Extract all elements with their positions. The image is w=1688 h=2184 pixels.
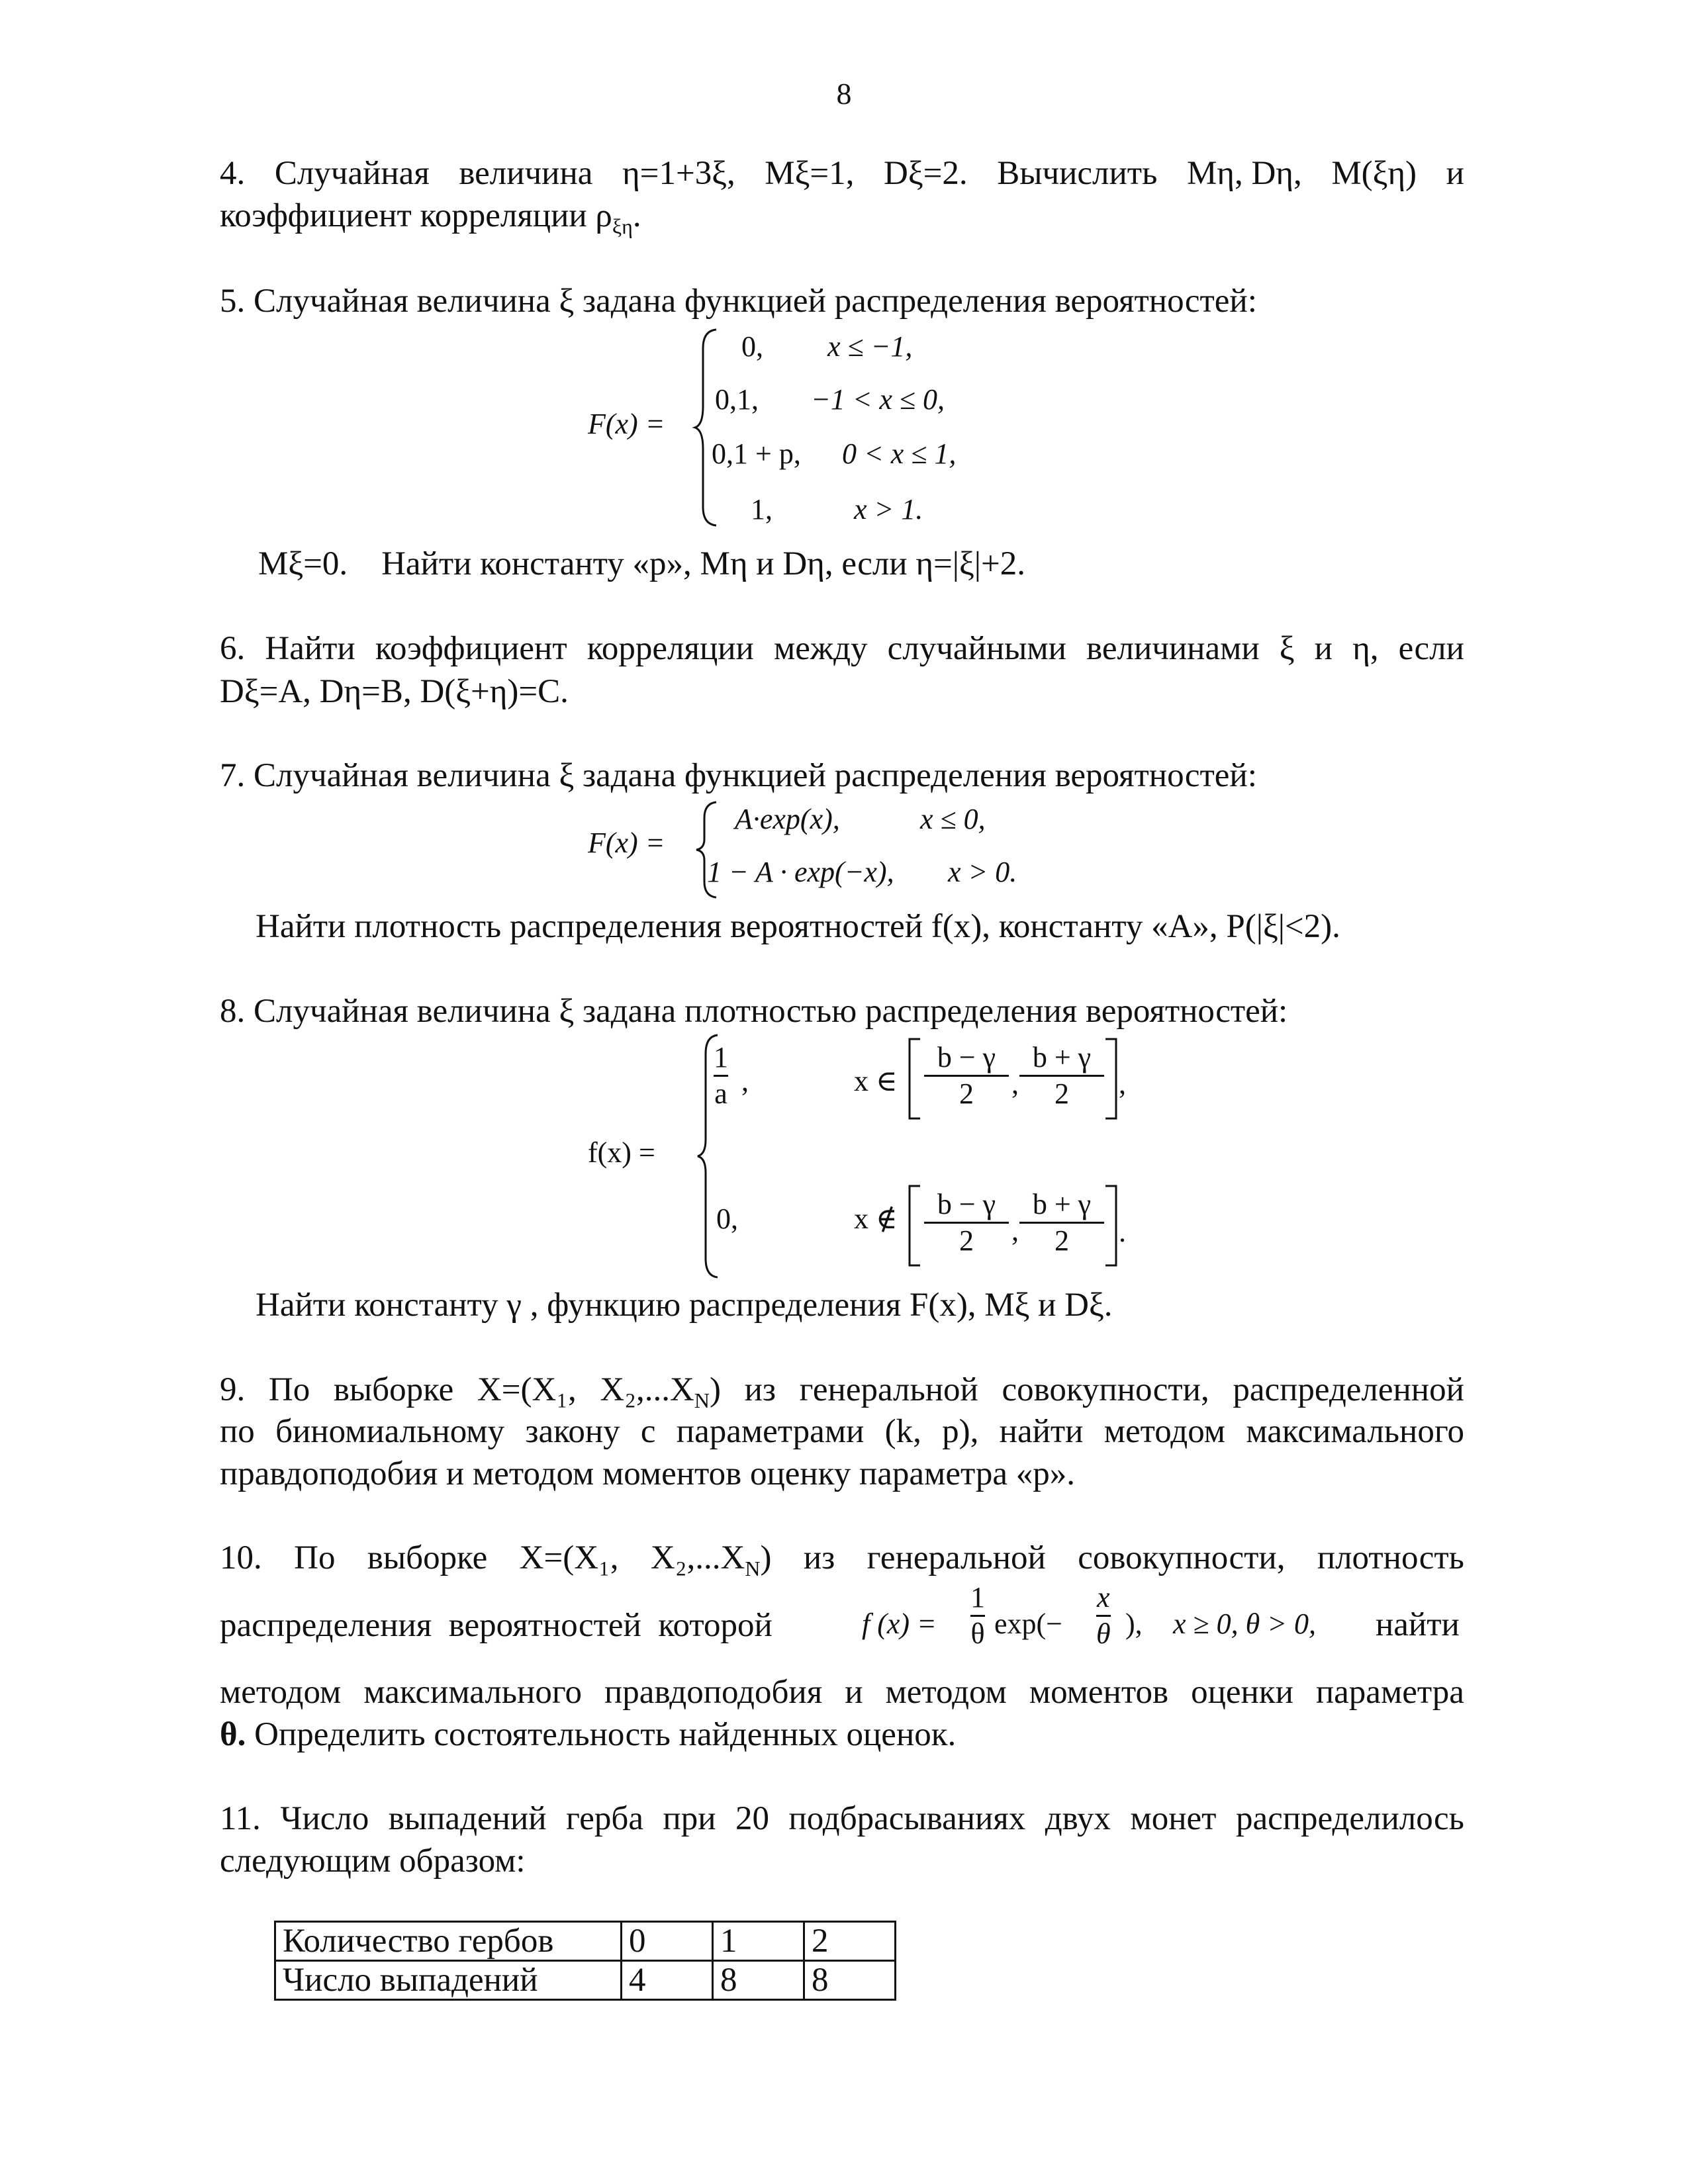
- table-cell: Количество гербов: [275, 1922, 622, 1961]
- word: моментов: [1029, 1674, 1169, 1711]
- word: монет: [1130, 1800, 1217, 1837]
- p8-dot-end: .: [1119, 1216, 1126, 1248]
- numerator: b + γ: [1032, 1041, 1092, 1073]
- word: ξ: [1279, 630, 1295, 667]
- word: корреляции: [586, 630, 754, 667]
- word: коэффициент: [375, 630, 567, 667]
- p10-line1: [220, 1538, 1464, 1588]
- p5-case2-val: 0,1,: [715, 383, 759, 416]
- word: закону: [525, 1413, 620, 1450]
- p8-comma-sep: ,: [1011, 1068, 1019, 1100]
- p9-line2: [220, 1412, 1464, 1451]
- word: Число: [280, 1800, 369, 1837]
- word: По: [294, 1539, 336, 1576]
- p10-close: ),: [1125, 1608, 1143, 1640]
- p8-frac1b: [1019, 1040, 1104, 1111]
- p10-cond: x ≥ 0, θ > 0,: [1173, 1608, 1316, 1640]
- p5-case4-val: 1,: [751, 493, 773, 525]
- p5-lhs: F(x) =: [588, 408, 665, 440]
- coin-table: [274, 1921, 896, 2001]
- word: максимального: [1246, 1413, 1464, 1450]
- word: Найти: [265, 630, 355, 667]
- numerator: b − γ: [937, 1188, 996, 1220]
- word: По: [268, 1371, 310, 1408]
- p8-after: Найти константу γ , функцию распределения F(x), Mξ и Dξ.: [256, 1287, 1113, 1324]
- numerator: 1: [714, 1041, 728, 1073]
- word-sample-xn: $X_2,...X_N$): [650, 1539, 772, 1581]
- p4-line2: [220, 196, 1464, 246]
- word: совокупности,: [1078, 1539, 1286, 1576]
- denominator: a: [714, 1077, 727, 1110]
- p7-case2-cond: x > 0.: [948, 856, 1017, 888]
- word: плотность: [1317, 1539, 1464, 1576]
- word: из: [744, 1371, 776, 1408]
- word: с: [640, 1413, 656, 1450]
- p5-case2-cond: −1 < x ≤ 0,: [811, 383, 945, 416]
- p8-case1-frac: [714, 1040, 728, 1111]
- p8-notin: x ∉: [854, 1203, 898, 1235]
- p11-line1: [220, 1799, 1464, 1839]
- table-cell: 2: [804, 1922, 896, 1961]
- table-row: [275, 1961, 896, 2000]
- p7-intro: 7. Случайная величина ξ задана функцией распределения вероятностей:: [220, 757, 1257, 794]
- p8-lhs: f(x) =: [588, 1136, 655, 1169]
- word: 4.: [220, 155, 246, 192]
- p6-line1: [220, 629, 1464, 668]
- word: распределилось: [1235, 1800, 1464, 1837]
- word: Вычислить: [997, 155, 1158, 192]
- p7-case1-cond: x ≤ 0,: [920, 803, 986, 835]
- word: выборке: [367, 1539, 488, 1576]
- p8-lbracket2: [907, 1185, 921, 1268]
- p7-after: Найти плотность распределения вероятностей f(x), константу «A», P(|ξ|<2).: [256, 908, 1340, 945]
- p10-frac-x-theta: [1096, 1580, 1111, 1651]
- word: методом: [220, 1674, 342, 1711]
- word: Mη, Dη,: [1186, 155, 1302, 192]
- word: случайными: [887, 630, 1066, 667]
- table-cell: 8: [713, 1961, 804, 2000]
- word: Mξ=1,: [765, 155, 855, 192]
- p11-line2: следующим образом:: [220, 1843, 526, 1880]
- word: герба: [566, 1800, 643, 1837]
- p10-line2-text: распределения вероятностей которой: [220, 1607, 773, 1644]
- p5-case3-val: 0,1 + p,: [712, 437, 801, 470]
- word: величина: [459, 155, 593, 192]
- word: η=1+3ξ,: [622, 155, 735, 192]
- p10-exp: exp(−: [994, 1608, 1062, 1640]
- text: коэффициент корреляции ρ: [220, 197, 612, 234]
- word-sample-xn: $X_2,...X_N$): [600, 1371, 721, 1413]
- word: 10.: [220, 1539, 262, 1576]
- word: 20: [735, 1800, 769, 1837]
- word: параметрами: [676, 1413, 865, 1450]
- p8-frac2a: [924, 1187, 1009, 1258]
- word: максимального: [363, 1674, 582, 1711]
- subscript: ξη: [612, 214, 633, 239]
- denominator: 2: [1055, 1224, 1069, 1257]
- word: из: [803, 1539, 835, 1576]
- page-number: 8: [836, 77, 852, 111]
- denominator: θ: [1096, 1617, 1111, 1650]
- word: и: [1446, 155, 1464, 192]
- word: генеральной: [867, 1539, 1046, 1576]
- p8-rbracket2: [1104, 1185, 1119, 1268]
- word: подбрасываниях: [788, 1800, 1026, 1837]
- p7-case1-val: A·exp(x),: [735, 803, 840, 835]
- word: параметра: [1315, 1674, 1464, 1711]
- word: и: [845, 1674, 863, 1711]
- table-cell: 0: [622, 1922, 713, 1961]
- p5-case1-cond: x ≤ −1,: [827, 330, 913, 363]
- p8-frac1a: [924, 1040, 1009, 1111]
- word: между: [773, 630, 868, 667]
- p8-case1-comma: ,: [741, 1065, 749, 1097]
- word: 9.: [220, 1371, 246, 1408]
- denominator: θ: [970, 1617, 985, 1650]
- word: генеральной: [799, 1371, 978, 1408]
- word: величинами: [1086, 630, 1260, 667]
- word: X=(X₁,: [519, 1539, 619, 1576]
- p8-lbracket1: [907, 1038, 921, 1121]
- word: 11.: [220, 1800, 261, 1837]
- word: методом: [885, 1674, 1007, 1711]
- p8-rbracket1: [1104, 1038, 1119, 1121]
- text: Определить состоятельность найденных оценок.: [246, 1716, 957, 1753]
- table-row: [275, 1922, 896, 1961]
- word: 6.: [220, 630, 246, 667]
- word: методом: [1103, 1413, 1226, 1450]
- word: и: [1314, 630, 1333, 667]
- p10-line3: [220, 1672, 1464, 1712]
- word: выборке: [333, 1371, 454, 1408]
- numerator: b + γ: [1032, 1188, 1092, 1220]
- denominator: 2: [959, 1224, 974, 1257]
- p5-case4-cond: x > 1.: [854, 493, 923, 525]
- p8-case2-val: 0,: [716, 1203, 738, 1235]
- p5-case1-val: 0,: [741, 330, 763, 363]
- word: M(ξη): [1331, 155, 1417, 192]
- p10-line4: [220, 1715, 1464, 1754]
- word: распределенной: [1233, 1371, 1464, 1408]
- word: найти: [999, 1413, 1084, 1450]
- table-cell: 4: [622, 1961, 713, 2000]
- numerator: 1: [970, 1581, 985, 1614]
- p7-lhs: F(x) =: [588, 827, 665, 859]
- p8-in: x ∈: [854, 1065, 898, 1097]
- p5-case3-cond: 0 < x ≤ 1,: [842, 437, 957, 470]
- word: Dξ=2.: [884, 155, 968, 192]
- table-cell: 8: [804, 1961, 896, 2000]
- word: совокупности,: [1002, 1371, 1209, 1408]
- numerator: b − γ: [937, 1041, 996, 1073]
- p9-line3: правдоподобия и методом моментов оценку параметра «p».: [220, 1455, 1076, 1492]
- denominator: 2: [1055, 1077, 1069, 1110]
- word: X=(X₁,: [477, 1371, 577, 1408]
- numerator: x: [1097, 1581, 1110, 1614]
- table-cell: 1: [713, 1922, 804, 1961]
- denominator: 2: [959, 1077, 974, 1110]
- p5-brace: [694, 328, 720, 527]
- p10-frac-1-theta: [970, 1580, 985, 1651]
- word: η,: [1352, 630, 1379, 667]
- theta-bold: θ.: [220, 1716, 246, 1753]
- table-cell: Число выпадений: [275, 1961, 622, 2000]
- text: .: [632, 197, 641, 234]
- p10-f-lhs: f (x) =: [862, 1608, 937, 1640]
- word: двух: [1045, 1800, 1111, 1837]
- word: если: [1398, 630, 1464, 667]
- p10-line2-end: найти: [1376, 1606, 1460, 1643]
- subscript: N: [745, 1557, 761, 1581]
- p8-comma-sep2: ,: [1011, 1214, 1019, 1247]
- word: правдоподобия: [604, 1674, 823, 1711]
- p5-after: Mξ=0. Найти константу «p», Mη и Dη, если η=|ξ|+2.: [258, 545, 1025, 582]
- p5-intro: 5. Случайная величина ξ задана функцией распределения вероятностей:: [220, 283, 1257, 320]
- word: биномиальному: [275, 1413, 505, 1450]
- word: (k,: [884, 1413, 921, 1450]
- word: выпадений: [388, 1800, 547, 1837]
- p4-line1: [220, 154, 1464, 193]
- word: Случайная: [274, 155, 430, 192]
- word: при: [663, 1800, 716, 1837]
- word: p),: [942, 1413, 979, 1450]
- p8-frac2b: [1019, 1187, 1104, 1258]
- p8-comma-end: ,: [1119, 1068, 1126, 1100]
- p8-intro: 8. Случайная величина ξ задана плотностью распределения вероятностей:: [220, 993, 1288, 1030]
- p7-case2-val: 1 − A · exp(−x),: [707, 856, 894, 888]
- word: по: [220, 1413, 255, 1450]
- word: оценки: [1191, 1674, 1293, 1711]
- subscript: N: [694, 1388, 710, 1413]
- p6-line2: Dξ=A, Dη=B, D(ξ+η)=C.: [220, 673, 569, 710]
